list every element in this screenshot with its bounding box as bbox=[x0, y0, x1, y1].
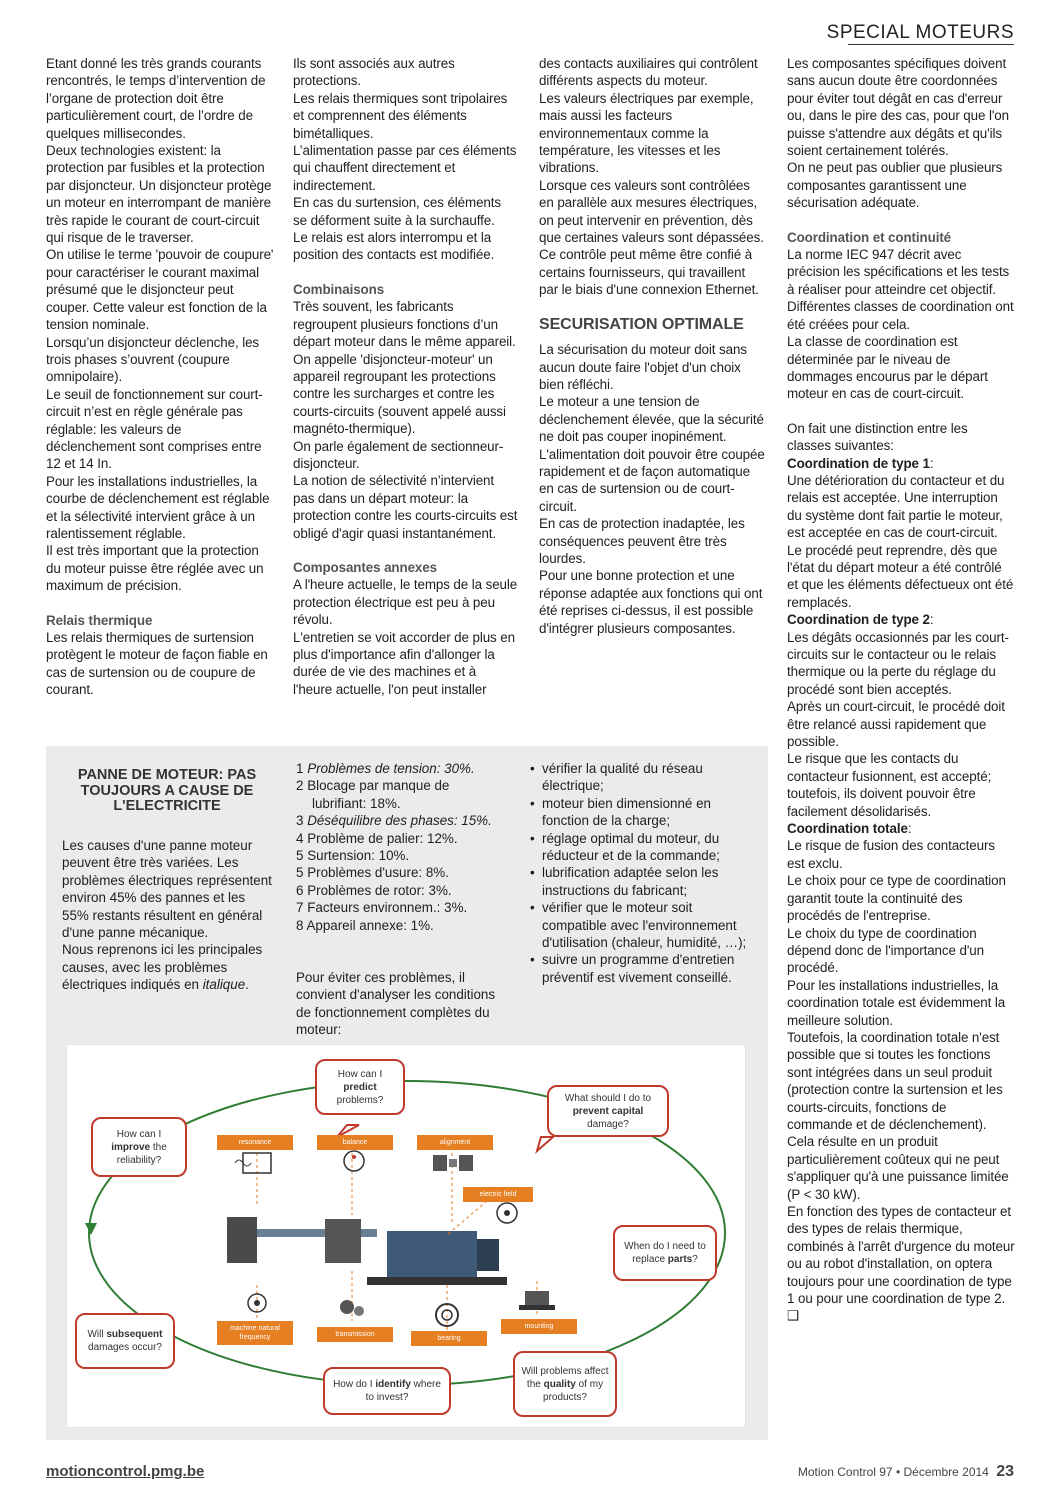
paragraph: On ne peut pas oublier que plusieurs composantes garantissent une sécurisation adéquate. bbox=[787, 160, 1003, 211]
paragraph: Pour les installations industrielles, la courbe de déclenchement est réglable et la sélectivité intervient grâce à un ralentissement réglable. bbox=[46, 473, 270, 541]
paragraph: A l'heure actuelle, le temps de la seule protection électrique est peu à peu révolu. bbox=[293, 577, 518, 628]
paragraph: L'entretien se voit accorder de plus en plus d'importance afin d'allonger la durée de vie des machines et à l'heure actuelle, l'on peut installer bbox=[293, 629, 515, 697]
label-alignment: alignment bbox=[417, 1135, 493, 1150]
paragraph: Le moteur a une tension de déclenchement élevée, que la sécurité ne doit pas couper inopinément. bbox=[539, 394, 764, 445]
page-number: 23 bbox=[996, 1463, 1014, 1480]
subheading-relais-thermique: Relais thermique bbox=[46, 612, 153, 628]
cycle-arrowhead bbox=[85, 1223, 97, 1235]
paragraph: Le relais est alors interrompu et la position des contacts est modifiée. bbox=[293, 230, 495, 263]
paragraph: Pour une bonne protection et une réponse adaptée aux fonctions qui ont été reprises ci-dessus, il est possible d'intégrer plusieurs composantes. bbox=[539, 568, 763, 636]
maintenance-diagram bbox=[66, 1044, 746, 1428]
label-bearing: bearing bbox=[411, 1331, 487, 1346]
text-column-4 bbox=[787, 55, 1015, 1325]
text-column-1 bbox=[46, 55, 274, 699]
coordination-totale-label: Coordination totale bbox=[787, 821, 908, 837]
cause-item: 2 Blocage par manque de lubrifiant: 18%. bbox=[296, 778, 450, 811]
bubble-prevent: What should I do to prevent capital damage? bbox=[547, 1085, 669, 1137]
paragraph: Le seuil de fonctionnement sur court-circuit n’est en règle générale pas réglable: les valeurs de déclenchement sont comprises entre 12 et 14 In. bbox=[46, 386, 263, 472]
cause-item: 7 Facteurs environnem.: 3%. bbox=[296, 900, 468, 916]
cause-item: 3 Déséquilibre des phases: 15%. bbox=[296, 813, 492, 829]
cause-item: 5 Surtension: 10%. bbox=[296, 848, 410, 864]
paragraph: L'alimentation doit pouvoir être coupée rapidement et de façon automatique en cas de surtension ou de court-circuit. bbox=[539, 446, 765, 514]
motor-end bbox=[477, 1239, 499, 1271]
paragraph: On utilise le terme 'pouvoir de coupure' pour caractériser le courant maximal présumé que le disjoncteur peut couper. Cette valeur est fonction de la tension nominale. bbox=[46, 247, 274, 333]
bubble-tail bbox=[537, 1137, 553, 1151]
paragraph: Lorsqu’un disjoncteur déclenche, les trois phases s’ouvrent (coupure omnipolaire). bbox=[46, 334, 260, 385]
coupling-disc bbox=[227, 1217, 257, 1263]
header-rule bbox=[848, 44, 1014, 45]
paragraph: Le procédé peut reprendre, dès que l'état du départ moteur a été contrôlé et que les éléments défectueux ont été remplacés. bbox=[787, 542, 1014, 610]
label-machine-frequency: machine natural frequency bbox=[217, 1321, 293, 1345]
paragraph: Toutefois, la coordination totale n'est possible que si toutes les fonctions sont intégrées dans un seul produit (protection contre la surtension et les courts-circuits, fonctions de commande et de déclenchement). bbox=[787, 1029, 1003, 1132]
causes-list bbox=[296, 760, 506, 934]
cause-item: 1 Problèmes de tension: 30%. bbox=[296, 761, 475, 776]
check-item: • suivre un programme d'entretien préventif est vivement conseillé. bbox=[530, 951, 758, 986]
check-item: • réglage optimal du moteur, du réducteur et de la commande; bbox=[530, 830, 758, 865]
paragraph: Le risque que les contacts du contacteur fusionnent, est accepté; toutefois, ils doivent pouvoir être facilement désolidarisés. bbox=[787, 751, 992, 819]
bubble-identify: How do I identify where to invest? bbox=[323, 1367, 451, 1415]
check-item: • vérifier que le moteur soit compatible avec l'environnement d'utilisation (chaleur, humidité, …); bbox=[530, 899, 758, 951]
footer-issue-info: Motion Control 97 • Décembre 2014 23 bbox=[797, 1463, 1014, 1480]
paragraph: Le choix du type de coordination dépend donc de l'importance d'un procédé. bbox=[787, 925, 984, 976]
subheading-composantes-annexes: Composantes annexes bbox=[293, 559, 437, 575]
paragraph: Différentes classes de coordination ont été créées pour cela. bbox=[787, 299, 1014, 332]
paragraph: La classe de coordination est déterminée par le niveau de dommages encourus par le départ moteur en cas de court-circuit. bbox=[787, 334, 988, 402]
base-plate bbox=[367, 1277, 507, 1285]
paragraph: Les valeurs électriques par exemple, mais aussi les facteurs environnementaux comme la température, les vitesses et les vibrations. bbox=[539, 90, 754, 176]
resonance-icon bbox=[235, 1153, 271, 1173]
paragraph: Il est très important que la protection du moteur puisse être réglée avec un maximum de précision. bbox=[46, 543, 264, 594]
paragraph: L’alimentation passe par ces éléments qui chauffent directement et indirectement. bbox=[293, 143, 517, 193]
subheading-coordination: Coordination et continuité bbox=[787, 229, 952, 245]
motor-body bbox=[387, 1231, 477, 1277]
coordination-type-1-heading: Coordination de type 1: bbox=[787, 455, 934, 471]
paragraph: Deux technologies existent: la protection par fusibles et la protection par disjoncteur. Un disjoncteur protège un moteur en interrompant de manière très rapide le courant de court-circuit qui risque de le traverser. bbox=[46, 143, 272, 246]
text-column-3 bbox=[539, 55, 765, 637]
checks-list bbox=[530, 760, 758, 986]
cause-item: 5 Problèmes d'usure: 8%. bbox=[296, 865, 449, 881]
check-item: • lubrification adaptée selon les instructions du fabricant; bbox=[530, 864, 758, 899]
paragraph: La notion de sélectivité n’intervient pas dans un départ moteur: la protection contre les courts-circuits est obligé d'agir quasi instantanément. bbox=[293, 473, 518, 541]
paragraph: En cas du surtension, ces éléments se déforment suite à la surchauffe. bbox=[293, 195, 501, 228]
paragraph: Les composantes spécifiques doivent sans aucun doute être coordonnées pour éviter tout dégât en cas d'erreur ou, dans le pire des cas, pour que l'on puisse s'attendre aux dégâts et qu'ils soient certainement tolérés. bbox=[787, 56, 1009, 159]
coordination-totale-heading: Coordination totale: bbox=[787, 821, 912, 837]
paragraph: Le choix pour ce type de coordination garantit toute la continuité des procédés de l'entreprise. bbox=[787, 873, 1006, 924]
cause-item: 6 Problèmes de rotor: 3%. bbox=[296, 882, 452, 898]
bubble-quality: Will problems affect the quality of my products? bbox=[513, 1351, 617, 1417]
heading-securisation-optimale: SECURISATION OPTIMALE bbox=[539, 315, 744, 333]
label-mounting: mounting bbox=[501, 1319, 577, 1334]
paragraph: La sécurisation du moteur doit sans aucun doute faire l'objet d'un choix bien réfléchi. bbox=[539, 342, 747, 392]
paragraph: Les dégâts occasionnés par les court-circuits sur le contacteur ou le relais thermique ou la perte du réglage du procédé sont bien acceptés. bbox=[787, 629, 1009, 697]
subheading-combinaisons: Combinaisons bbox=[293, 281, 385, 297]
causes-note: Pour éviter ces problèmes, il convient d'analyser les conditions de fonctionnement complètes du moteur: bbox=[296, 970, 496, 1038]
label-electric-field: electric field bbox=[463, 1187, 533, 1202]
paragraph: Etant donné les très grands courants rencontrés, le temps d’intervention de l’organe de protection doit être particulièrement court, de l’ordre de quelques millisecondes. bbox=[46, 56, 266, 141]
paragraph: La norme IEC 947 décrit avec précision les spécifications et les tests à réaliser pour atteindre cet objectif. bbox=[787, 247, 1010, 297]
end-mark: ❑ bbox=[787, 1308, 799, 1324]
cause-item: 4 Problème de palier: 12%. bbox=[296, 830, 458, 846]
coordination-type-2-heading: Coordination de type 2: bbox=[787, 612, 934, 628]
gearbox bbox=[325, 1219, 361, 1263]
sidebar-box-title: PANNE DE MOTEUR: PAS TOUJOURS A CAUSE DE L'ELECTRICITE bbox=[77, 767, 257, 814]
text-column-2 bbox=[293, 55, 518, 698]
paragraph: Très souvent, les fabricants regroupent plusieurs fonctions d’un départ moteur dans le même appareil. bbox=[293, 299, 516, 350]
coordination-type-2-label: Coordination de type 2 bbox=[787, 612, 930, 628]
sidebar-box-intro: Les causes d'une panne moteur peuvent être très variées. Les problèmes électriques représentent environ 45% des pannes et les 55% restants résultent en général d'une panne mécanique. Nous reprenons ici les principales causes, avec les problèmes électriques indiqués en italique. bbox=[62, 838, 272, 993]
paragraph: Ils sont associés aux autres protections. bbox=[293, 56, 455, 89]
coordination-type-1-label: Coordination de type 1 bbox=[787, 455, 930, 471]
paragraph: Le risque de fusion des contacteurs est exclu. bbox=[787, 838, 995, 871]
bubble-improve: How can I improve the reliability? bbox=[91, 1117, 187, 1177]
cause-item: 8 Appareil annexe: 1%. bbox=[296, 917, 434, 933]
paragraph: On parle également de sectionneur-disjoncteur. bbox=[293, 438, 504, 471]
label-resonance: resonance bbox=[217, 1135, 293, 1150]
paragraph: On fait une distinction entre les classes suivantes: bbox=[787, 420, 968, 454]
footer-website-link[interactable]: motioncontrol.pmg.be bbox=[46, 1463, 205, 1480]
paragraph: Après un court-circuit, le procédé doit être relancé aussi rapidement que possible. bbox=[787, 699, 1005, 750]
label-transmission: transmission bbox=[317, 1327, 393, 1342]
mounting-icon bbox=[519, 1291, 555, 1310]
paragraph: Cela résulte en un produit particulièrement coûteux qui ne peut s'appliquer qu'à une puissance limitée (P < 30 kW). bbox=[787, 1134, 1009, 1202]
paragraph: Lorsque ces valeurs sont contrôlées en parallèle aux mesures électriques, on peut intervenir en prévention, dès que certaines valeurs sont dépassées. bbox=[539, 177, 764, 246]
paragraph: Ce contrôle peut même être confié à certains fournisseurs, qui travaillent par le biais d'une connexion Ethernet. bbox=[539, 247, 759, 298]
check-item: • vérifier la qualité du réseau électrique; bbox=[530, 760, 758, 795]
connector-line bbox=[447, 1201, 487, 1235]
label-balance: balance bbox=[317, 1135, 393, 1150]
paragraph: Une détérioration du contacteur et du relais est acceptée. Une interruption du système dont fait partie le moteur, est acceptée en cas de court-circuit. bbox=[787, 472, 1005, 541]
paragraph: Pour les installations industrielles, la coordination totale est évidemment la meilleure solution. bbox=[787, 977, 1006, 1028]
balance-icon bbox=[344, 1151, 364, 1171]
section-header: SPECIAL MOTEURS bbox=[826, 22, 1014, 43]
paragraph: des contacts auxiliaires qui contrôlent différents aspects du moteur. bbox=[539, 56, 758, 89]
alignment-icon bbox=[433, 1155, 473, 1171]
bubble-subsequent: Will subsequent damages occur? bbox=[75, 1313, 175, 1369]
paragraph: Les relais thermiques de surtension protègent le moteur de façon fiable en cas de surtension ou de coupure de courant. bbox=[46, 630, 268, 698]
paragraph: On appelle 'disjoncteur-moteur' un appareil regroupant les protections contre les surcharges et contre les courts-circuits (souvent appelé aussi magnéto-thermique). bbox=[293, 351, 506, 437]
check-item: • moteur bien dimensionné en fonction de la charge; bbox=[530, 795, 758, 830]
paragraph: En cas de protection inadaptée, les conséquences peuvent être très lourdes. bbox=[539, 516, 745, 566]
paragraph: Les relais thermiques sont tripolaires et comprennent des éléments bimétalliques. bbox=[293, 90, 508, 141]
paragraph-final: En fonction des types de contacteur et des types de relais thermique, combinés à l'arrêt d'urgence du moteur ou au robot d'installation, on optera toujours pour une coordination de type 1 ou pour une coordination de type 2. ❑ bbox=[787, 1204, 1015, 1324]
bubble-predict: How can I predict problems? bbox=[315, 1059, 405, 1115]
bubble-replace: When do I need to replace parts? bbox=[613, 1225, 717, 1281]
electric-field-icon bbox=[497, 1203, 517, 1223]
